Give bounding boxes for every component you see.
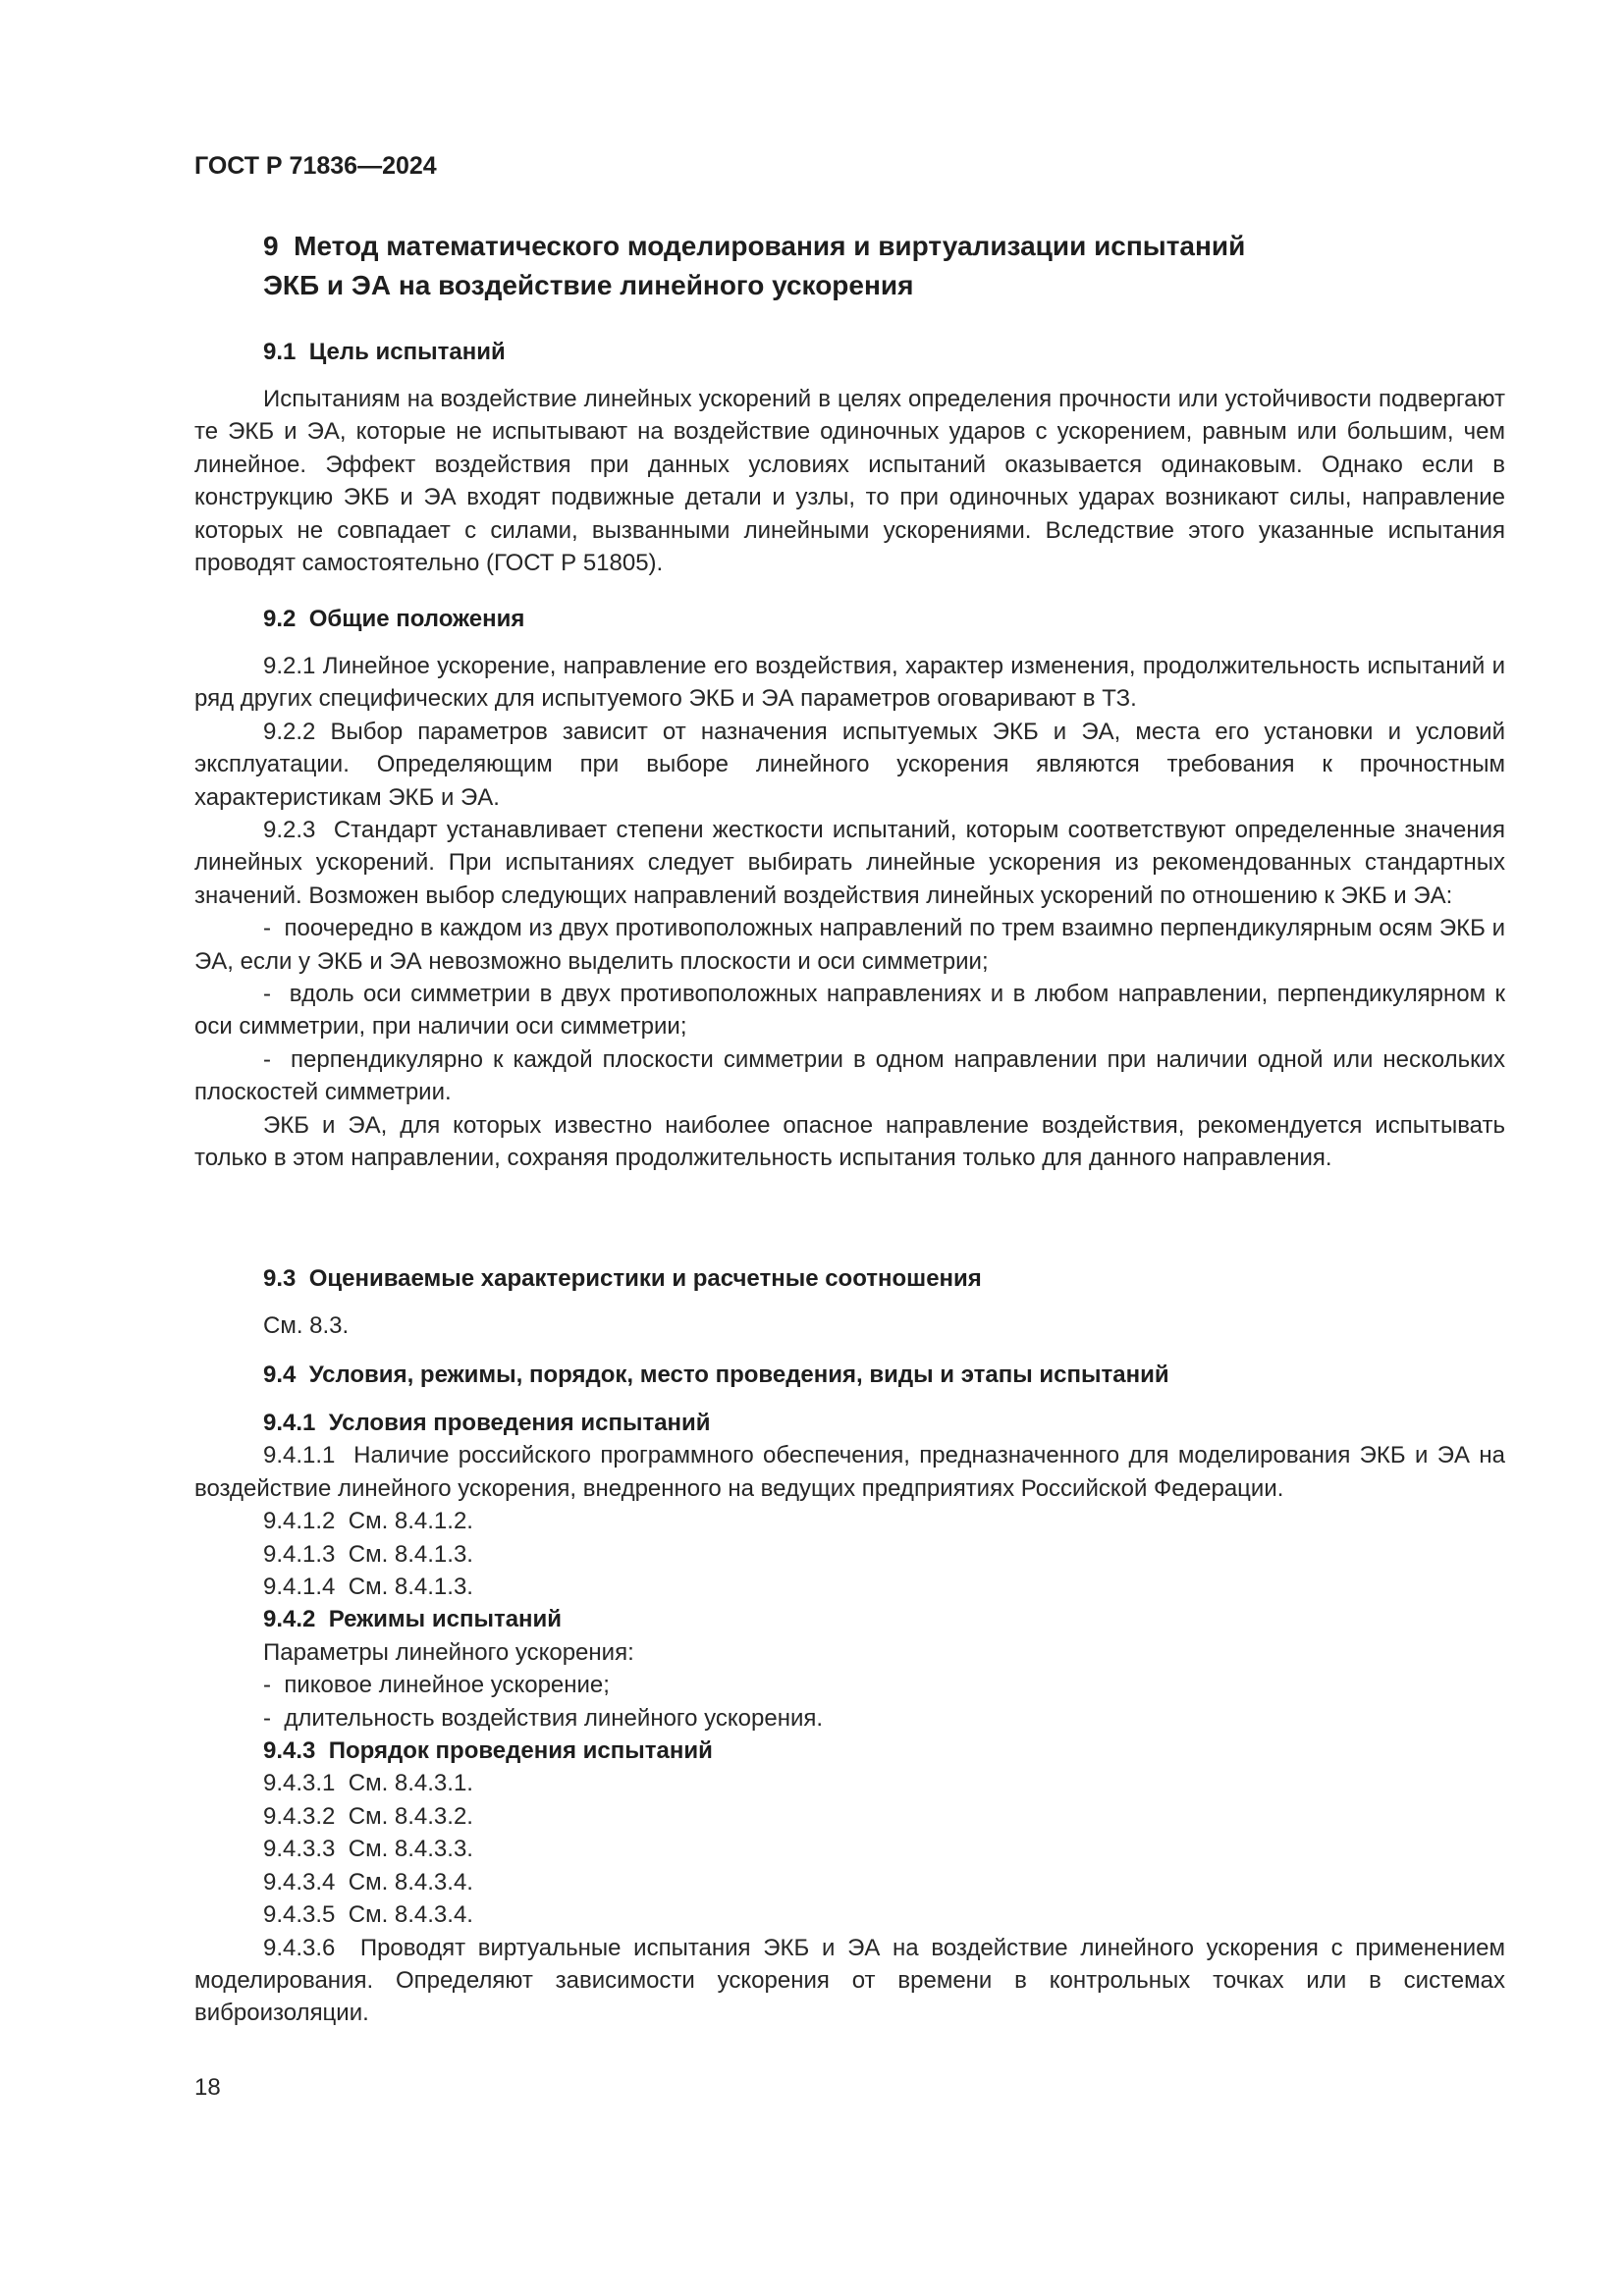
list-item: 9.4.3.2 См. 8.4.3.2. <box>263 1802 473 1830</box>
heading-9-4: 9.4 Условия, режимы, порядок, место проведения, виды и этапы испытаний <box>263 1362 1169 1388</box>
section-9-1 <box>194 336 1505 368</box>
heading-9-3: 9.3 Оцениваемые характеристики и расчетные соотношения <box>263 1265 982 1292</box>
page-number: 18 <box>194 2074 221 2101</box>
paragraph: Испытаниям на воздействие линейных ускорений в целях определения прочности или устойчивости подвергают те ЭКБ и ЭА, которые не испытывают на воздействие одиночных ударов с ускорением, равным или большим, чем линейное. Эффект воздействия при данных условиях испытаний оказывается одинаковым. Однако если в конструкцию ЭКБ и ЭА входят подвижные детали и узлы, то при одиночных ударах возникают силы, направление которых не совпадает с силами, вызванными линейными ускорениями. Вследствие этого указанные испытания проводят самостоятельно (ГОСТ Р 51805). <box>194 386 1505 577</box>
list-item: - перпендикулярно к каждой плоскости симметрии в одном направлении при наличии одной или нескольких плоскостей симметрии. <box>194 1045 1512 1106</box>
list-item: - вдоль оси симметрии в двух противоположных направлениях и в любом направлении, перпендикулярном к оси симметрии, при наличии оси симметрии; <box>194 981 1512 1041</box>
paragraph-9-4-1-1: 9.4.1.1 Наличие российского программного обеспечения, предназначенного для моделирования ЭКБ и ЭА на воздействие линейного ускорения, внедренного на ведущих предприятиях Российской Федерации. <box>194 1442 1512 1502</box>
cross-reference: См. 8.3. <box>263 1312 350 1339</box>
heading-9-1: 9.1 Цель испытаний <box>263 339 506 365</box>
section-9-3 <box>194 1262 1505 1295</box>
section-9-4 <box>194 1359 1505 1391</box>
section-9-2 <box>194 603 1505 635</box>
section-title-line2: ЭКБ и ЭА на воздействие линейного ускорения <box>263 270 914 300</box>
list-item: 9.4.3.5 См. 8.4.3.4. <box>263 1901 473 1929</box>
section-9-4-body <box>194 1407 1512 2030</box>
paragraph-9-2-1: 9.2.1 Линейное ускорение, направление его воздействия, характер изменения, продолжительность испытаний и ряд других специфических для испытуемого ЭКБ и ЭА параметров оговаривают в ТЗ. <box>194 653 1505 713</box>
section-9-3-body <box>194 1309 1505 1342</box>
heading-9-4-1: 9.4.1 Условия проведения испытаний <box>263 1410 711 1436</box>
list-item: - поочередно в каждом из двух противоположных направлений по трем взаимно перпендикулярным осям ЭКБ и ЭА, если у ЭКБ и ЭА невозможно выделить плоскости и оси симметрии; <box>194 915 1512 975</box>
list-item: 9.4.1.3 См. 8.4.1.3. <box>263 1540 473 1568</box>
list-item: - пиковое линейное ускорение; <box>263 1672 610 1699</box>
heading-9-4-3: 9.4.3 Порядок проведения испытаний <box>263 1737 713 1765</box>
section-9-1-body <box>194 383 1505 579</box>
heading-9-2: 9.2 Общие положения <box>263 606 525 632</box>
paragraph-9-2-2: 9.2.2 Выбор параметров зависит от назначения испытуемых ЭКБ и ЭА, места его установки и условий эксплуатации. Определяющим при выборе линейного ускорения являются требования к прочностным характеристикам ЭКБ и ЭА. <box>194 718 1505 811</box>
list-item: 9.4.3.1 См. 8.4.3.1. <box>263 1770 473 1797</box>
paragraph-intro: Параметры линейного ускорения: <box>263 1638 634 1666</box>
paragraph-9-4-3-6: 9.4.3.6 Проводят виртуальные испытания ЭКБ и ЭА на воздействие линейного ускорения с применением моделирования. Определяют зависимости ускорения от времени в контрольных точках или в системах виброизоляции. <box>194 1934 1512 2027</box>
list-item: - длительность воздействия линейного ускорения. <box>263 1704 824 1732</box>
document-header-id: ГОСТ Р 71836—2024 <box>194 152 437 180</box>
paragraph-direction-note: ЭКБ и ЭА, для которых известно наиболее опасное направление воздействия, рекомендуется испытывать только в этом направлении, сохраняя продолжительность испытания только для данного направления. <box>194 1111 1505 1172</box>
section-9-2-body <box>194 650 1512 1175</box>
heading-9-4-2: 9.4.2 Режимы испытаний <box>263 1606 563 1633</box>
list-item: 9.4.3.4 См. 8.4.3.4. <box>263 1868 473 1896</box>
list-item: 9.4.3.3 См. 8.4.3.3. <box>263 1836 473 1863</box>
list-item: 9.4.1.2 См. 8.4.1.2. <box>263 1508 473 1535</box>
paragraph-9-2-3: 9.2.3 Стандарт устанавливает степени жесткости испытаний, которым соответствуют определенные значения линейных ускорений. При испытаниях следует выбирать линейные ускорения из рекомендованных стандартных значений. Возможен выбор следующих направлений воздействия линейных ускорений по отношению к ЭКБ и ЭА: <box>194 817 1512 909</box>
list-item: 9.4.1.4 См. 8.4.1.3. <box>263 1574 473 1601</box>
section-title-line1: 9 Метод математического моделирования и виртуализации испытаний <box>263 231 1246 261</box>
section-title <box>263 227 1505 305</box>
